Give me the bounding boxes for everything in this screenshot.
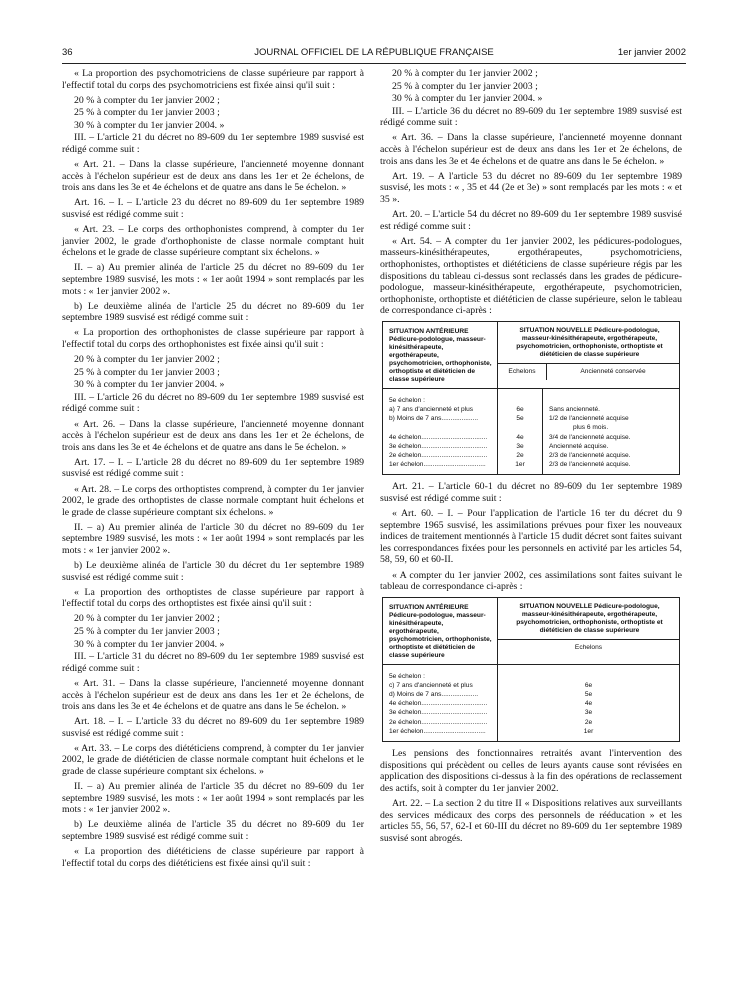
table-cell: 1er — [515, 461, 525, 469]
list-item: 30 % à compter du 1er janvier 2004. » — [74, 379, 225, 391]
paragraph: « Art. 60. – I. – Pour l'application de l'article 16 ter du décret du 9 septembre 1965 susvisé, les assimilations prévues pour fixer les nouveaux indices de traitement mentionnés à l'article 15 dudit décret sont faites suivant les correspondances fixées pour les personnels en activité par les articles 54, 58, 59, 60 et 60-II. — [380, 508, 682, 566]
right-column — [380, 68, 682, 848]
paragraph: « Art. 23. – Le corps des orthophonistes comprend, à compter du 1er janvier 2002, le grade d'orthophoniste de classe normale comptant huit échelons et le grade de classe supérieure comptant six échelons. » — [62, 224, 364, 259]
list-item: 30 % à compter du 1er janvier 2004. » — [392, 93, 543, 105]
table-cell: 1er échelon.................................. — [389, 461, 486, 469]
article-heading: Art. 20. – L'article 54 du décret no 89-609 du 1er septembre 1989 susvisé est rédigé comme suit : — [380, 209, 682, 232]
table-cell: 3e échelon.................................... — [389, 442, 488, 450]
table-subhead-echelons: Echelons — [498, 364, 547, 380]
paragraph: II. – a) Au premier alinéa de l'article 25 du décret no 89-609 du 1er septembre 1989 susvisé, les mots : « 1er août 1994 » sont remplacés par les mots : « 1er janvier 2002 ». — [62, 262, 364, 297]
table-cell: 2/3 de l'ancienneté acquise. — [549, 452, 631, 459]
table-cell — [389, 424, 493, 433]
table-cell: c) 7 ans d'ancienneté et plus — [389, 681, 473, 689]
table-cell: 1/2 de l'ancienneté acquise — [549, 415, 629, 423]
table-cell: b) Moins de 7 ans.................... — [389, 415, 479, 423]
list-item: 30 % à compter du 1er janvier 2004. » — [74, 119, 225, 131]
table-cell: 2e — [516, 452, 524, 459]
list-item: 30 % à compter du 1er janvier 2004. » — [74, 638, 225, 650]
table-cell: 5e échelon : — [389, 672, 425, 680]
table-head-new: SITUATION NOUVELLE Pédicure-podologue, masseur-kinésithérapeute, ergothérapeute, psychomotricien, orthophoniste, orthoptiste et diététicien de classe supérieure — [516, 602, 663, 634]
table-cell — [549, 397, 677, 406]
table-subhead-echelons: Echelons — [574, 643, 603, 651]
table-cell: 1er échelon.................................. — [389, 727, 486, 735]
table-head-previous: SITUATION ANTÉRIEURE Pédicure-podologue, masseur-kinésithérapeute, ergothérapeute, psychomotricien, orthophoniste, orthoptiste et diététicien de classe supérieure — [383, 322, 498, 388]
list-item: 25 % à compter du 1er janvier 2003 ; — [74, 107, 220, 119]
table-cell: 2e — [584, 718, 593, 726]
paragraph: « Art. 26. – Dans la classe supérieure, l'ancienneté moyenne donnant accès à l'échelon supérieur est de deux ans dans les 1er et 2e échelons, de trois ans dans les 3e et 4e échelons et de quatre ans dans le 5e échelon. » — [62, 418, 364, 453]
paragraph: II. – a) Au premier alinéa de l'article 35 du décret no 89-609 du 1er septembre 1989 susvisé, les mots : « 1er août 1994 » sont remplacés par les mots : « 1er janvier 2002 ». — [62, 781, 364, 816]
table-head-new: SITUATION NOUVELLE Pédicure-podologue, masseur-kinésithérapeute, ergothérapeute, psychomotricien, orthophoniste, orthoptiste et diététicien de classe supérieure — [516, 326, 663, 358]
table-cell: 3e — [516, 442, 524, 450]
table-cell: 6e — [584, 681, 593, 689]
paragraph: b) Le deuxième alinéa de l'article 25 du décret no 89-609 du 1er septembre 1989 susvisé est rédigé comme suit : — [62, 300, 364, 324]
paragraph: « A compter du 1er janvier 2002, ces assimilations sont faites suivant le tableau de correspondance ci-après : — [380, 569, 682, 593]
correspondence-table-1 — [382, 321, 680, 476]
page-header — [62, 47, 686, 61]
paragraph: II. – a) Au premier alinéa de l'article 30 du décret no 89-609 du 1er septembre 1989 susvisé, les mots : « 1er août 1994 » sont remplacés par les mots : « 1er janvier 2002 ». — [62, 521, 364, 556]
table-head-previous: SITUATION ANTÉRIEURE Pédicure-podologue, masseur-kinésithérapeute, ergothérapeute, psychomotricien, orthophoniste, orthoptiste et diététicien de classe supérieure — [383, 598, 498, 664]
table-cell: 6e — [516, 406, 524, 414]
paragraph: III. – L'article 31 du décret no 89-609 du 1er septembre 1989 susvisé est rédigé comme suit : — [62, 651, 364, 674]
list-item: 20 % à compter du 1er janvier 2002 ; — [74, 613, 220, 625]
table-cell: 2/3 de l'ancienneté acquise. — [549, 461, 631, 469]
article-heading: Art. 22. – La section 2 du titre II « Dispositions relatives aux surveillants des services médicaux des corps des personnels de rééducation » et les articles 55, 56, 57, 62-I et 60-III du décret no 89-609 du 1er septembre 1989 susvisé sont abrogés. — [380, 797, 682, 844]
table-cell: 4e — [584, 700, 593, 708]
paragraph: « Art. 21. – Dans la classe supérieure, l'ancienneté moyenne donnant accès à l'échelon supérieur est de deux ans dans les 1er et 2e échelons, de trois ans dans les 3e et 4e échelons et de quatre ans dans le 5e échelon. » — [62, 159, 364, 194]
correspondence-table-2 — [382, 597, 680, 742]
article-heading: Art. 21. – L'article 60-1 du décret no 89-609 du 1er septembre 1989 susvisé est rédigé comme suit : — [380, 481, 682, 504]
paragraph: « Art. 31. – Dans la classe supérieure, l'ancienneté moyenne donnant accès à l'échelon supérieur est de deux ans dans les 1er et 2e échelons, de trois ans dans les 3e et 4e échelons et de quatre ans dans le 5e échelon. » — [62, 677, 364, 713]
paragraph: III. – L'article 21 du décret no 89-609 du 1er septembre 1989 susvisé est rédigé comme suit : — [62, 132, 364, 156]
paragraph: b) Le deuxième alinéa de l'article 30 du décret du 1er septembre 1989 susvisé est rédigé comme suit : — [62, 560, 364, 583]
article-heading: Art. 19. – A l'article 53 du décret no 89-609 du 1er septembre 1989 susvisé, les mots : « , 35 et 44 (2e et 3e) » sont remplacés par les mots : « et 35 ». — [380, 170, 682, 205]
list-item: 25 % à compter du 1er janvier 2003 ; — [74, 626, 220, 638]
journal-title: JOURNAL OFFICIEL DE LA RÉPUBLIQUE FRANÇAISE — [254, 47, 494, 58]
table-cell: 3e échelon.................................... — [389, 709, 488, 717]
paragraph: III. – L'article 26 du décret no 89-609 du 1er septembre 1989 susvisé est rédigé comme suit : — [62, 391, 364, 415]
table-cell — [500, 397, 540, 406]
paragraph: Les pensions des fonctionnaires retraités avant l'intervention des dispositions qui précèdent ou celles de leurs ayants cause sont révisées en application des dispositions ci-dessus à la fin des opérations de reclassement des actifs, soit à compter du 1er janvier 2002. — [380, 748, 682, 794]
article-heading: Art. 17. – I. – L'article 28 du décret no 89-609 du 1er septembre 1989 susvisé est rédigé comme suit : — [62, 456, 364, 480]
table-cell: 5e — [516, 415, 524, 423]
list-item: 20 % à compter du 1er janvier 2002 ; — [392, 68, 538, 79]
table-cell: 3/4 de l'ancienneté acquise. — [549, 433, 631, 441]
paragraph: « Art. 33. – Le corps des diététiciens comprend, à compter du 1er janvier 2002, le grade de diététicien de classe normale comptant huit échelons et le grade de classe supérieure comptant six échelons. » — [62, 742, 364, 778]
list-item: 25 % à compter du 1er janvier 2003 ; — [74, 366, 220, 378]
table-cell: 1er — [583, 727, 594, 735]
table-cell: Ancienneté acquise. — [549, 442, 609, 450]
table-cell: 2e échelon.................................... — [389, 452, 488, 459]
table-cell — [500, 424, 540, 433]
left-column — [62, 68, 364, 873]
table-cell: 2e échelon.................................... — [389, 718, 488, 726]
paragraph: b) Le deuxième alinéa de l'article 35 du décret no 89-609 du 1er septembre 1989 susvisé est rédigé comme suit : — [62, 819, 364, 843]
table-cell: 4e — [516, 433, 524, 441]
paragraph: III. – L'article 36 du décret no 89-609 du 1er septembre 1989 susvisé est rédigé comme suit : — [380, 105, 682, 129]
paragraph: « Art. 28. – Le corps des orthoptistes comprend, à compter du 1er janvier 2002, le grade des orthoptistes de classe normale comptant huit échelons et le grade de classe supérieure comptant six échelons. » — [62, 483, 364, 518]
article-heading: Art. 18. – I. – L'article 33 du décret no 89-609 du 1er septembre 1989 susvisé est rédigé comme suit : — [62, 716, 364, 739]
table-cell: 5e — [584, 691, 593, 699]
paragraph: « La proportion des diététiciens de classe supérieure par rapport à l'effectif total du corps des diététiciens est fixée ainsi qu'il suit : — [62, 846, 364, 869]
issue-date: 1er janvier 2002 — [617, 47, 686, 58]
table-cell: d) Moins de 7 ans.................... — [389, 691, 479, 699]
table-cell: 3e — [584, 709, 593, 717]
table-cell: 4e échelon.................................... — [389, 433, 488, 441]
table-subhead-anciennete: Ancienneté conservée — [580, 367, 646, 375]
table-cell — [500, 673, 677, 682]
list-item: 20 % à compter du 1er janvier 2002 ; — [74, 354, 220, 366]
list-item: 20 % à compter du 1er janvier 2002 ; — [74, 94, 220, 106]
page-number: 36 — [62, 47, 73, 58]
table-cell: Sans ancienneté. — [549, 406, 600, 414]
paragraph: « La proportion des psychomotriciens de classe supérieure par rapport à l'effectif total du corps des psychomotriciens est fixée ainsi qu'il suit : — [62, 68, 364, 91]
table-cell: plus 6 mois. — [573, 424, 609, 432]
paragraph: « Art. 54. – A compter du 1er janvier 2002, les pédicures-podologues, masseurs-kinésithérapeutes, ergothérapeutes, psychomotriciens, orthophonistes, orthoptistes et diététiciens de classe supérieure régis par les dispositions du tableau ci-dessus sont reclassés dans les grades de pédicure-podologue, masseur-kinésithérapeute, ergothérapeute, psychomotricien, orthophoniste, orthoptiste et diététicien de classe supérieure, selon le tableau de correspondance ci-après : — [380, 235, 682, 317]
paragraph: « La proportion des orthophonistes de classe supérieure par rapport à l'effectif total du corps des orthophonistes est fixée ainsi qu'il suit : — [62, 327, 364, 350]
table-cell: a) 7 ans d'ancienneté et plus — [389, 406, 474, 414]
list-item: 25 % à compter du 1er janvier 2003 ; — [392, 80, 538, 92]
paragraph: « Art. 36. – Dans la classe supérieure, l'ancienneté moyenne donnant accès à l'échelon supérieur est de deux ans dans les 1er et 2e échelons, de trois ans dans les 3e et 4e échelons et de quatre ans dans le 5e échelon. » — [380, 132, 682, 167]
paragraph: « La proportion des orthoptistes de classe supérieure par rapport à l'effectif total du corps des orthoptistes est fixée ainsi qu'il suit : — [62, 586, 364, 610]
article-heading: Art. 16. – I. – L'article 23 du décret no 89-609 du 1er septembre 1989 susvisé est rédigé comme suit : — [62, 197, 364, 221]
header-rule — [62, 63, 686, 64]
table-cell: 5e échelon : — [389, 396, 425, 404]
table-cell: 4e échelon.................................... — [389, 700, 488, 708]
